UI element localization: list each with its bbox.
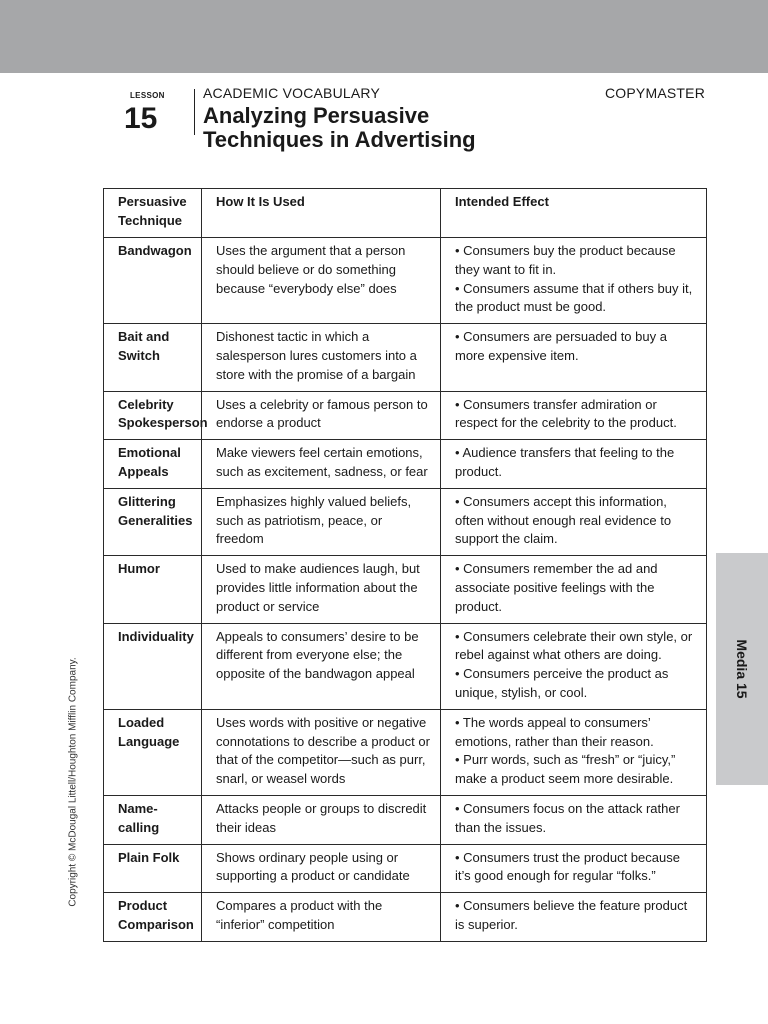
page-title xyxy=(203,104,643,152)
table-row xyxy=(104,238,707,324)
intended-effect-cell xyxy=(441,795,707,844)
intended-effect-cell xyxy=(441,844,707,893)
table-row xyxy=(104,893,707,942)
how-used-cell: Compares a product with the “inferior” competition xyxy=(202,893,441,942)
intended-effect-cell xyxy=(441,324,707,391)
lesson-label: LESSON xyxy=(130,91,165,100)
intended-effect-cell xyxy=(441,556,707,623)
how-used-cell: Make viewers feel certain emotions, such as excitement, sadness, or fear xyxy=(202,440,441,489)
table-row xyxy=(104,709,707,795)
intended-effect-cell xyxy=(441,709,707,795)
table-row xyxy=(104,324,707,391)
intended-effect-cell xyxy=(441,488,707,555)
effect-bullet: • Consumers celebrate their own style, or rebel against what others are doing. xyxy=(455,628,693,663)
copyright-notice: Copyright © McDougal Littell/Houghton Mifflin Company. xyxy=(67,657,79,907)
techniques-table xyxy=(103,188,707,942)
technique-name: Bandwagon xyxy=(104,238,202,324)
table-row xyxy=(104,795,707,844)
how-used-cell: Dishonest tactic in which a salesperson lures customers into a store with the promise of a bargain xyxy=(202,324,441,391)
table-row xyxy=(104,844,707,893)
effect-bullet: • Purr words, such as “fresh” or “juicy,” make a product seem more desirable. xyxy=(455,752,676,787)
header-divider xyxy=(194,89,195,135)
side-tab-label: Media 15 xyxy=(734,639,750,699)
intended-effect-cell xyxy=(441,893,707,942)
effect-bullet: • Consumers assume that if others buy it, the product must be good. xyxy=(455,280,693,315)
how-used-cell: Attacks people or groups to discredit their ideas xyxy=(202,795,441,844)
effect-bullet: • Consumers accept this information, often without enough real evidence to support the claim. xyxy=(455,493,672,547)
table-row xyxy=(104,623,707,709)
table-header-row xyxy=(104,189,707,238)
effect-bullet: • Consumers perceive the product as unique, stylish, or cool. xyxy=(455,666,669,700)
technique-name: Emotional Appeals xyxy=(104,440,202,489)
header-how-used: How It Is Used xyxy=(202,189,441,238)
top-banner xyxy=(0,0,768,73)
effect-bullet: • The words appeal to consumers’ emotions, rather than their reason. xyxy=(455,714,654,749)
table-row xyxy=(104,440,707,489)
title-line-2: Techniques in Advertising xyxy=(203,127,476,152)
technique-name: Loaded Language xyxy=(104,709,202,795)
effect-bullet: • Consumers remember the ad and associate positive feelings with the product. xyxy=(455,561,658,614)
technique-name: Name-calling xyxy=(104,795,202,844)
intended-effect-cell xyxy=(441,440,707,489)
how-used-cell: Appeals to consumers’ desire to be different from everyone else; the opposite of the bandwagon appeal xyxy=(202,623,441,709)
effect-bullet: • Consumers trust the product because it’s good enough for regular “folks.” xyxy=(455,849,680,884)
intended-effect-cell xyxy=(441,623,707,709)
technique-name: Plain Folk xyxy=(104,844,202,893)
how-used-cell: Used to make audiences laugh, but provides little information about the product or service xyxy=(202,556,441,623)
effect-bullet: • Consumers are persuaded to buy a more expensive item. xyxy=(455,329,667,363)
intended-effect-cell xyxy=(441,238,707,324)
how-used-cell: Uses a celebrity or famous person to endorse a product xyxy=(202,391,441,440)
technique-name: Humor xyxy=(104,556,202,623)
effect-bullet: • Consumers buy the product because they want to fit in. xyxy=(455,243,676,277)
effect-bullet: • Consumers focus on the attack rather than the issues. xyxy=(455,800,680,835)
how-used-cell: Shows ordinary people using or supporting a product or candidate xyxy=(202,844,441,893)
technique-name: Glittering Generalities xyxy=(104,488,202,555)
header-technique: Persuasive Technique xyxy=(104,189,202,238)
technique-name: Product Comparison xyxy=(104,893,202,942)
effect-bullet: • Audience transfers that feeling to the product. xyxy=(455,445,675,479)
effect-bullet: • Consumers transfer admiration or respect for the celebrity to the product. xyxy=(455,396,677,431)
copymaster-label: COPYMASTER xyxy=(604,85,705,101)
how-used-cell: Uses words with positive or negative connotations to describe a product or that of the competitor—such as purr, snarl, or weasel words xyxy=(202,709,441,795)
table-row xyxy=(104,488,707,555)
how-used-cell: Emphasizes highly valued beliefs, such as patriotism, peace, or freedom xyxy=(202,488,441,555)
technique-name: Celebrity Spokesperson xyxy=(104,391,202,440)
technique-name: Individuality xyxy=(104,623,202,709)
effect-bullet: • Consumers believe the feature product is superior. xyxy=(455,898,688,932)
table-row xyxy=(104,391,707,440)
how-used-cell: Uses the argument that a person should believe or do something because “everybody else” does xyxy=(202,238,441,324)
lesson-number: 15 xyxy=(124,102,158,135)
header-intended-effect: Intended Effect xyxy=(441,189,707,238)
title-line-1: Analyzing Persuasive xyxy=(203,103,430,128)
intended-effect-cell xyxy=(441,391,707,440)
category-label: ACADEMIC VOCABULARY xyxy=(203,85,381,101)
technique-name: Bait and Switch xyxy=(104,324,202,391)
table-row xyxy=(104,556,707,623)
